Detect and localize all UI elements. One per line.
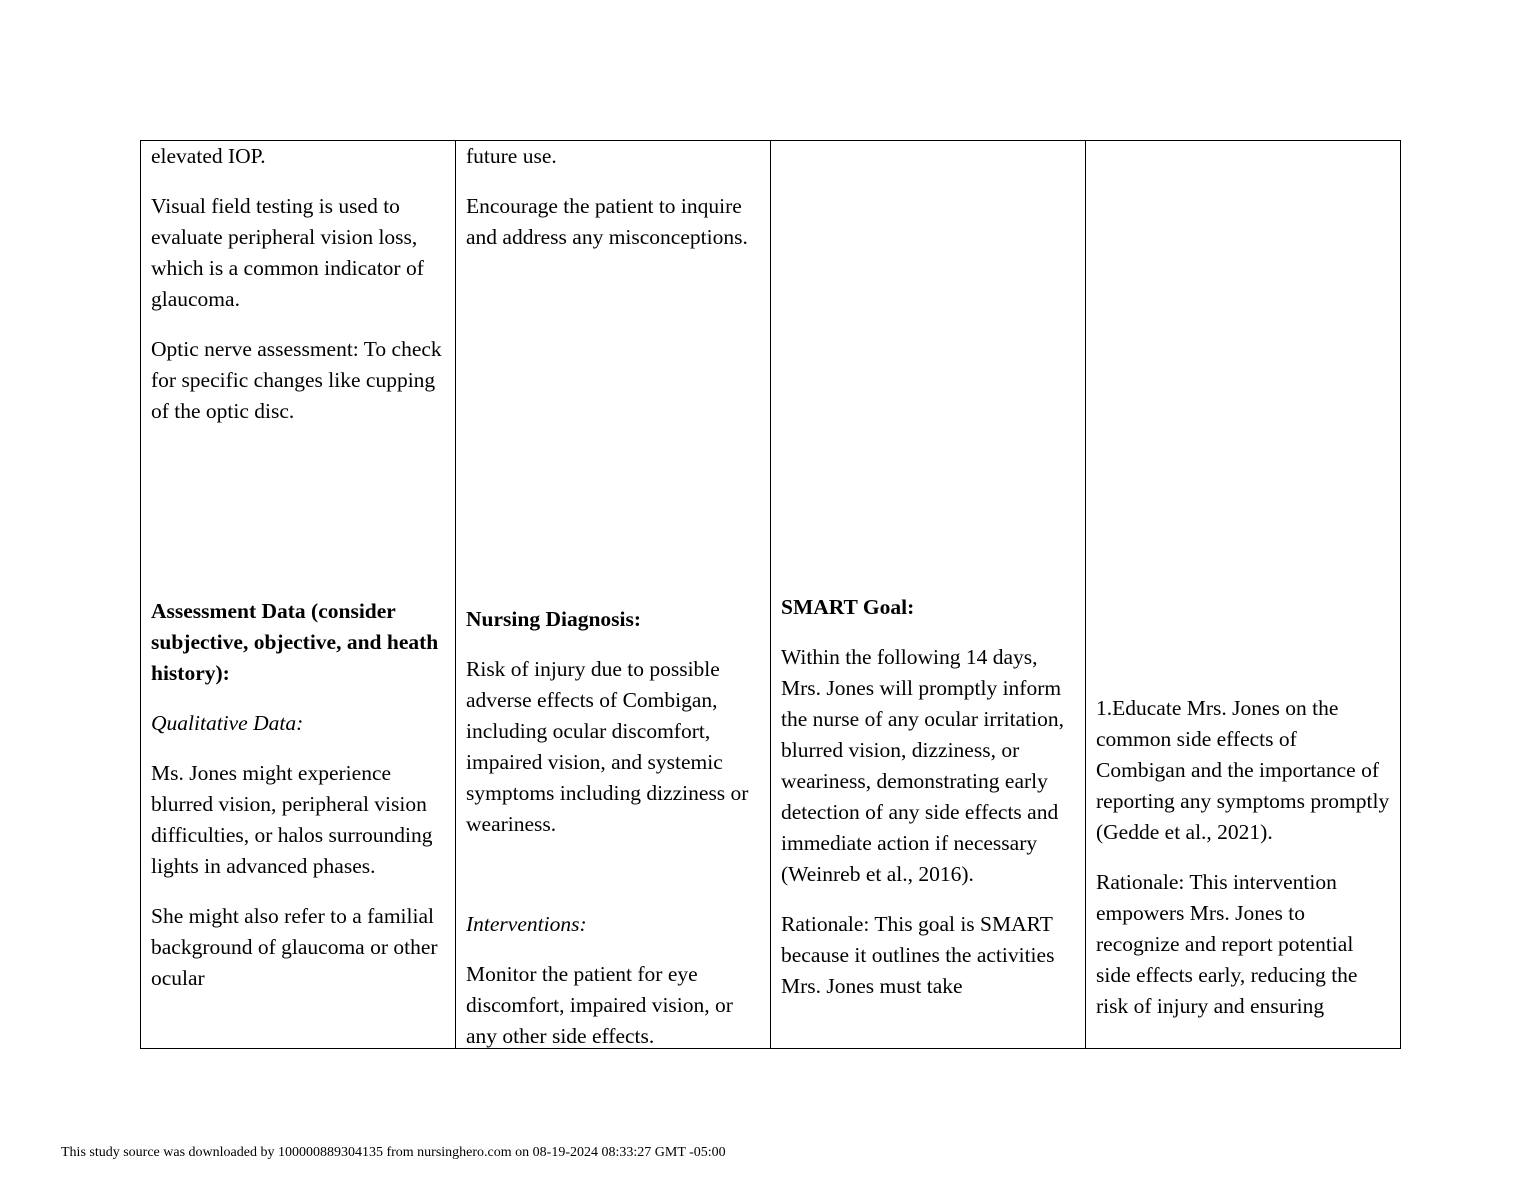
assessment-continued-text: elevated IOP. [151,144,266,168]
table-row [141,141,1401,1049]
nursing-diagnosis-text: Risk of injury due to possible adverse effects of Combigan, including ocular discomfort, impaired vision, and systemic symptoms including dizziness or weariness. [466,657,749,836]
goal-column [771,141,1086,1049]
smart-goal-text: Within the following 14 days, Mrs. Jones will promptly inform the nurse of any ocular irritation, blurred vision, dizziness, or weariness, demonstrating early detection of any side effects and immediate action if necessary (Weinreb et al., 2016). [781,645,1064,886]
optic-nerve-text: Optic nerve assessment: To check for specific changes like cupping of the optic disc. [151,337,442,423]
interventions-label: Interventions: [466,912,587,936]
assessment-heading: Assessment Data (consider subjective, objective, and heath history): [151,599,439,685]
diagnosis-continued-text: future use. [466,144,557,168]
source-footer: This study source was downloaded by 100000889304135 from nursinghero.com on 08-19-2024 08:33:27 GMT -05:00 [61,1145,726,1160]
diagnosis-column [456,141,771,1049]
nursing-diagnosis-heading: Nursing Diagnosis: [466,607,642,631]
intervention-text: Monitor the patient for eye discomfort, impaired vision, or any other side effects. [466,962,733,1048]
care-plan-table [140,140,1401,1049]
visual-field-text: Visual field testing is used to evaluate peripheral vision loss, which is a common indicator of glaucoma. [151,194,424,311]
intervention-column [1086,141,1401,1049]
qualitative-text-2: She might also refer to a familial background of glaucoma or other ocular [151,904,438,990]
smart-goal-rationale: Rationale: This goal is SMART because it outlines the activities Mrs. Jones must take [781,912,1055,998]
intervention-rationale: Rationale: This intervention empowers Mrs. Jones to recognize and report potential side effects early, reducing the risk of injury and ensuring [1096,870,1358,1018]
qualitative-data-label: Qualitative Data: [151,711,304,735]
educate-intervention-text: 1.Educate Mrs. Jones on the common side effects of Combigan and the importance of reporting any symptoms promptly (Gedde et al., 2021). [1096,696,1390,844]
encourage-text: Encourage the patient to inquire and address any misconceptions. [466,194,748,249]
assessment-column [141,141,456,1049]
smart-goal-heading: SMART Goal: [781,595,915,619]
qualitative-text-1: Ms. Jones might experience blurred vision, peripheral vision difficulties, or halos surrounding lights in advanced phases. [151,761,433,878]
